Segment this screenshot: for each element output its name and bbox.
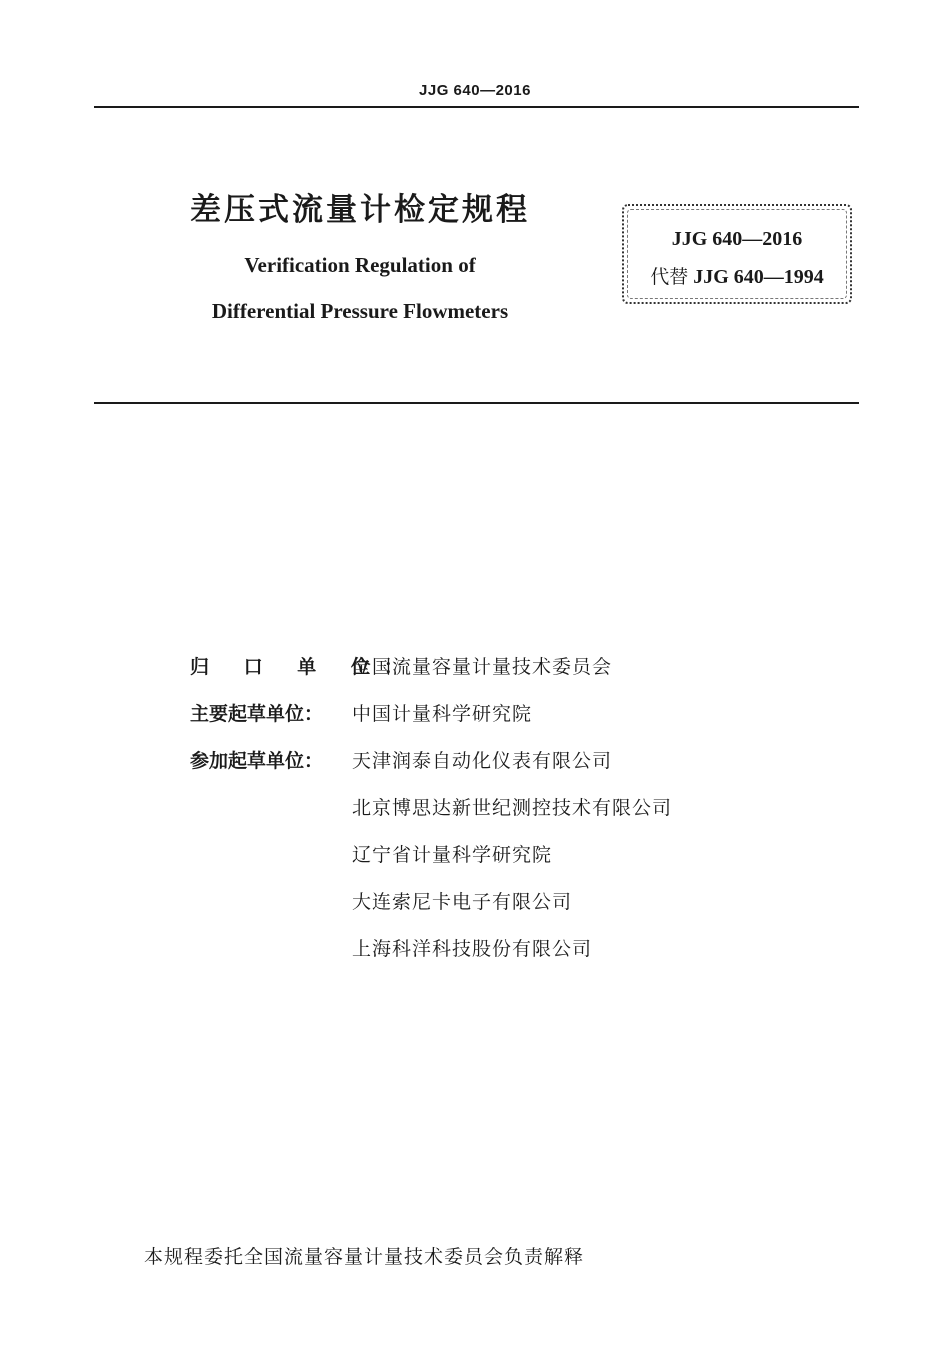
header-standard-code: JJG 640—2016 (419, 82, 531, 99)
participating-unit-row (190, 793, 840, 840)
responsible-unit-label: 归 口 单 位： (190, 656, 417, 678)
responsible-unit-row (190, 652, 840, 699)
participating-unit-label: 参加起草单位： (190, 750, 324, 772)
replaced-standard-code: JJG 640—1994 (693, 266, 824, 288)
main-drafter-row (190, 699, 840, 746)
interpretation-note: 本规程委托全国流量容量计量技术委员会负责解释 (144, 1246, 585, 1268)
participating-unit-value: 上海科洋科技股份有限公司 (352, 938, 593, 960)
standard-number-box (622, 204, 852, 304)
replaces-standard (624, 262, 850, 289)
main-drafter-label: 主要起草单位： (190, 703, 324, 725)
participating-unit-row (190, 887, 840, 934)
standard-code: JJG 640—2016 (671, 228, 803, 250)
participating-unit-row (190, 746, 840, 793)
participating-unit-value: 辽宁省计量科学研究院 (352, 844, 553, 866)
middle-divider (94, 402, 859, 404)
participating-unit-value: 北京博思达新世纪测控技术有限公司 (352, 797, 673, 819)
participating-unit-row (190, 840, 840, 887)
replaces-label: 代替 (650, 266, 689, 288)
participating-unit-value: 天津润泰自动化仪表有限公司 (352, 750, 613, 772)
title-chinese: 差压式流量计检定规程 (190, 192, 530, 228)
participating-unit-value: 大连索尼卡电子有限公司 (352, 891, 573, 913)
participating-unit-row (190, 934, 840, 981)
title-english-line2: Differential Pressure Flowmeters (211, 299, 509, 323)
main-drafter-value: 中国计量科学研究院 (352, 703, 533, 725)
title-block (160, 190, 560, 334)
title-english-line1: Verification Regulation of (244, 253, 476, 277)
top-divider (94, 106, 859, 108)
drafting-units (190, 652, 840, 981)
responsible-unit-value: 全国流量容量计量技术委员会 (352, 656, 613, 678)
